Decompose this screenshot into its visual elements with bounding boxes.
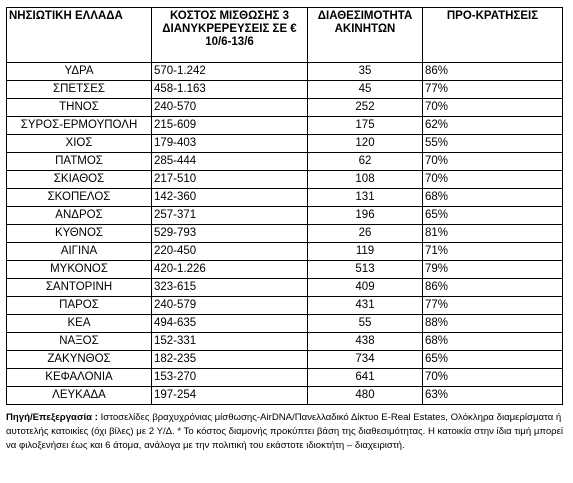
cell-availability: 438 <box>308 333 423 351</box>
cell-availability: 196 <box>308 207 423 225</box>
cell-cost: 179-403 <box>152 135 308 153</box>
cell-availability: 62 <box>308 153 423 171</box>
cell-cost: 285-444 <box>152 153 308 171</box>
table-row <box>7 207 563 225</box>
cell-availability: 108 <box>308 171 423 189</box>
rental-cost-table <box>6 7 563 405</box>
cell-island: ΠΑΡΟΣ <box>7 297 152 315</box>
header-cost-line3: 10/6-13/6 <box>205 36 254 48</box>
table-row <box>7 99 563 117</box>
cell-availability: 120 <box>308 135 423 153</box>
cell-island: ΧΙΟΣ <box>7 135 152 153</box>
cell-availability: 131 <box>308 189 423 207</box>
cell-prebookings: 70% <box>423 369 563 387</box>
cell-prebookings: 71% <box>423 243 563 261</box>
cell-availability: 35 <box>308 63 423 81</box>
header-availability-line2: ΑΚΙΝΗΤΩΝ <box>334 23 396 35</box>
table-row <box>7 261 563 279</box>
table-row <box>7 81 563 99</box>
cell-prebookings: 86% <box>423 279 563 297</box>
header-prebookings-text: ΠΡΟ-ΚΡΑΤΗΣΕΙΣ <box>446 10 539 22</box>
cell-island: ΝΑΞΟΣ <box>7 333 152 351</box>
cell-island: ΜΥΚΟΝΟΣ <box>7 261 152 279</box>
cell-island: ΣΠΕΤΣΕΣ <box>7 81 152 99</box>
cell-island: ΖΑΚΥΝΘΟΣ <box>7 351 152 369</box>
cell-prebookings: 62% <box>423 117 563 135</box>
cell-availability: 45 <box>308 81 423 99</box>
cell-cost: 458-1.163 <box>152 81 308 99</box>
cell-cost: 197-254 <box>152 387 308 405</box>
table-header-row <box>7 8 563 63</box>
cell-availability: 480 <box>308 387 423 405</box>
table-row <box>7 135 563 153</box>
cell-prebookings: 88% <box>423 315 563 333</box>
cell-prebookings: 81% <box>423 225 563 243</box>
cell-availability: 26 <box>308 225 423 243</box>
cell-cost: 220-450 <box>152 243 308 261</box>
footnote-text: Ιστοσελίδες βραχυχρόνιας μίσθωσης-AirDNA/Πανελλαδικό Δίκτυο E-Real Estates, Ολόκληρα διαμερίσματα ή αυτοτελής κατοικίες (όχι βίλες) με 2 Υ/Δ. * Το κόστος διαμονής προκύπτει βάση της διαθεσιμότητας. Η κατοικία στην ίδια τιμή μπορεί να φιλοξενήσει έως και 6 άτομα, ανάλογα με την πολιτική του εκάστοτε ιδιοκτήτη – διαχειριστή. <box>6 412 564 451</box>
cell-prebookings: 65% <box>423 351 563 369</box>
cell-cost: 215-609 <box>152 117 308 135</box>
header-island <box>7 8 152 63</box>
cell-availability: 252 <box>308 99 423 117</box>
table-row <box>7 351 563 369</box>
cell-island: ΑΝΔΡΟΣ <box>7 207 152 225</box>
table-row <box>7 63 563 81</box>
header-cost <box>152 8 308 63</box>
cell-island: ΚΥΘΝΟΣ <box>7 225 152 243</box>
cell-island: ΣΑΝΤΟΡΙΝΗ <box>7 279 152 297</box>
header-island-text: ΝΗΣΙΩΤΙΚΗ ΕΛΛΑΔΑ <box>9 10 123 22</box>
cell-cost: 182-235 <box>152 351 308 369</box>
cell-island: ΥΔΡΑ <box>7 63 152 81</box>
cell-island: ΣΚΙΑΘΟΣ <box>7 171 152 189</box>
table-row <box>7 243 563 261</box>
cell-cost: 323-615 <box>152 279 308 297</box>
table-row <box>7 189 563 207</box>
header-availability-line1: ΔΙΑΘΕΣΙΜΟΤΗΤΑ <box>317 10 413 22</box>
cell-cost: 529-793 <box>152 225 308 243</box>
table-row <box>7 369 563 387</box>
header-cost-line2: ΔΙΑΝΥΚΡΕΡΕΥΣΕΙΣ ΣΕ € <box>162 23 297 35</box>
cell-cost: 142-360 <box>152 189 308 207</box>
cell-prebookings: 70% <box>423 153 563 171</box>
cell-island: ΣΚΟΠΕΛΟΣ <box>7 189 152 207</box>
cell-prebookings: 77% <box>423 297 563 315</box>
cell-island: ΣΥΡΟΣ-ΕΡΜΟΥΠΟΛΗ <box>7 117 152 135</box>
cell-prebookings: 86% <box>423 63 563 81</box>
table-row <box>7 171 563 189</box>
cell-cost: 257-371 <box>152 207 308 225</box>
cell-island: ΑΙΓΙΝΑ <box>7 243 152 261</box>
source-footnote <box>6 411 566 453</box>
table-body <box>7 63 563 405</box>
cell-prebookings: 77% <box>423 81 563 99</box>
cell-cost: 240-579 <box>152 297 308 315</box>
cell-cost: 152-331 <box>152 333 308 351</box>
cell-availability: 734 <box>308 351 423 369</box>
cell-prebookings: 70% <box>423 171 563 189</box>
cell-availability: 513 <box>308 261 423 279</box>
header-availability <box>308 8 423 63</box>
cell-prebookings: 70% <box>423 99 563 117</box>
cell-availability: 641 <box>308 369 423 387</box>
cell-availability: 431 <box>308 297 423 315</box>
table-row <box>7 297 563 315</box>
table-row <box>7 333 563 351</box>
cell-island: ΛΕΥΚΑΔΑ <box>7 387 152 405</box>
header-cost-line1: ΚΟΣΤΟΣ ΜΙΣΘΩΣΗΣ 3 <box>169 10 290 22</box>
cell-availability: 175 <box>308 117 423 135</box>
cell-cost: 240-570 <box>152 99 308 117</box>
cell-island: ΚΕΑ <box>7 315 152 333</box>
header-prebookings <box>423 8 563 63</box>
cell-availability: 409 <box>308 279 423 297</box>
cell-availability: 55 <box>308 315 423 333</box>
footnote-label: Πηγή/Επεξεργασία : <box>6 412 98 423</box>
cell-prebookings: 68% <box>423 189 563 207</box>
cell-prebookings: 79% <box>423 261 563 279</box>
table-row <box>7 225 563 243</box>
cell-cost: 494-635 <box>152 315 308 333</box>
cell-cost: 217-510 <box>152 171 308 189</box>
cell-availability: 119 <box>308 243 423 261</box>
cell-island: ΤΗΝΟΣ <box>7 99 152 117</box>
cell-island: ΠΑΤΜΟΣ <box>7 153 152 171</box>
table-row <box>7 279 563 297</box>
table-row <box>7 387 563 405</box>
table-row <box>7 117 563 135</box>
cell-prebookings: 63% <box>423 387 563 405</box>
table-row <box>7 153 563 171</box>
cell-prebookings: 65% <box>423 207 563 225</box>
table-row <box>7 315 563 333</box>
cell-cost: 420-1.226 <box>152 261 308 279</box>
cell-cost: 570-1.242 <box>152 63 308 81</box>
cell-prebookings: 55% <box>423 135 563 153</box>
cell-prebookings: 68% <box>423 333 563 351</box>
cell-cost: 153-270 <box>152 369 308 387</box>
cell-island: ΚΕΦΑΛΟΝΙΑ <box>7 369 152 387</box>
